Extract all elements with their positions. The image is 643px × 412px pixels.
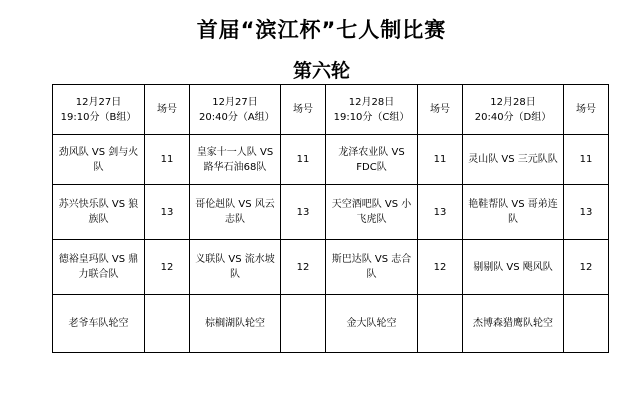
match-cell: 德裕皇玛队 VS 鼎力联合队 [53,240,145,295]
table-row [53,240,609,295]
header-slot-1 [53,85,145,135]
match-cell: 灵山队 VS 三元队队 [463,135,564,185]
header-slot-2 [190,85,281,135]
match-cell: 义联队 VS 流水坡队 [190,240,281,295]
field-cell: 13 [145,185,190,240]
field-header: 场号 [145,85,190,135]
field-cell: 12 [145,240,190,295]
match-cell: 龙泽农业队 VS FDC队 [326,135,418,185]
field-cell: 11 [281,135,326,185]
field-cell: 12 [418,240,463,295]
header-date: 12月27日 [75,96,122,108]
header-row [53,85,609,135]
match-cell: 老爷车队轮空 [53,295,145,353]
page-title: 首届“滨江杯”七人制比赛 [196,18,447,42]
match-cell: 金大队轮空 [326,295,418,353]
schedule-table [52,84,609,353]
field-cell [418,295,463,353]
match-cell: 艳鞋帮队 VS 哥弟连队 [463,185,564,240]
header-date: 12月28日 [490,96,536,108]
field-header: 场号 [281,85,326,135]
table-row [53,295,609,353]
field-cell: 11 [145,135,190,185]
header-time: 19:10分（B组） [60,111,137,123]
field-cell: 13 [281,185,326,240]
header-date: 12月28日 [348,96,395,108]
header-time: 20:40分（A组） [199,111,275,123]
field-cell: 13 [564,185,609,240]
match-cell: 斯巴达队 VS 志合队 [326,240,418,295]
header-date: 12月27日 [212,96,258,108]
table-row [53,135,609,185]
match-cell: 天空酒吧队 VS 小飞虎队 [326,185,418,240]
field-cell: 11 [418,135,463,185]
field-cell [281,295,326,353]
match-cell: 哥伦赳队 VS 风云志队 [190,185,281,240]
field-cell: 12 [281,240,326,295]
field-header: 场号 [418,85,463,135]
match-cell: 杰博森猎鹰队轮空 [463,295,564,353]
match-cell: 剔剔队 VS 飓风队 [463,240,564,295]
field-cell: 12 [564,240,609,295]
header-time: 19:10分（C组） [333,111,410,123]
match-cell: 劲风队 VS 剑与火队 [53,135,145,185]
field-cell: 11 [564,135,609,185]
match-cell: 棕榈湖队轮空 [190,295,281,353]
field-cell [564,295,609,353]
table-row [53,185,609,240]
header-time: 20:40分（D组） [474,111,552,123]
match-cell: 苏兴快乐队 VS 狼族队 [53,185,145,240]
field-header: 场号 [564,85,609,135]
field-cell: 13 [418,185,463,240]
header-slot-4 [463,85,564,135]
round-title: 第六轮 [292,60,350,82]
field-cell [145,295,190,353]
header-slot-3 [326,85,418,135]
match-cell: 皇家十一人队 VS 路华石油68队 [190,135,281,185]
